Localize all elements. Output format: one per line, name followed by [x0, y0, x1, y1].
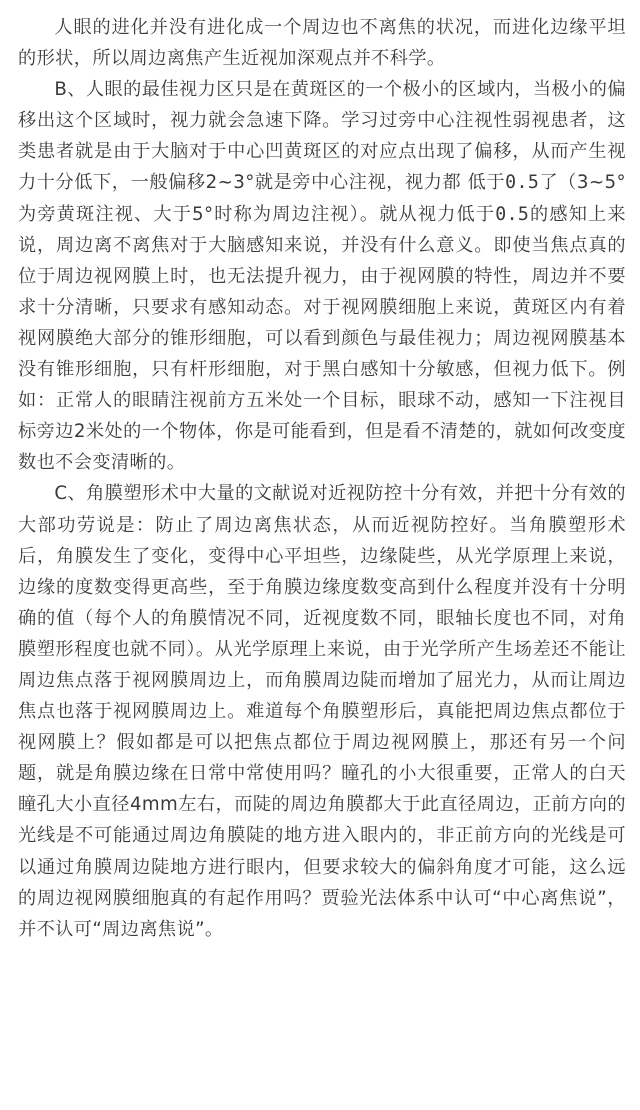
- paragraph-text: C、角膜塑形术中大量的文献说对近视防控十分有效，并把十分有效的大部功劳说是：防止了周边离焦状态，从而近视防控好。当角膜塑形术后，角膜发生了变化，变得中心平坦些，边缘陡些，从光学原理上来说，边缘的度数变得更高些，至于角膜边缘度数变高到什么程度并没有十分明确的值（每个人的角膜情况不同，近视度数不同，眼轴长度也不同，对角膜塑形程度也就不同）。从光学原理上来说，由于光学所产生场差还不能让周边焦点落于视网膜周边上，而角膜周边陡而增加了屈光力，从而让周边焦点也落于视网膜周边上。难道每个角膜塑形后，真能把周边焦点都位于视网膜上？假如都是可以把焦点都位于周边视网膜上，那还有另一个问题，就是角膜边缘在日常中常使用吗？瞳孔的小大很重要，正常人的白天瞳孔大小直径4mm左右，而陡的周边角膜都大于此直径周边，正前方向的光线是不可能通过周边角膜陡的地方进入眼内的，非正前方向的光线是可以通过角膜周边陡地方进行眼内，但要求较大的偏斜角度才可能，这么远的周边视网膜细胞真的有起作用吗？贾验光法体系中认可“中心离焦说”，并不认可“周边离焦说”。: [18, 483, 626, 940]
- paragraph-text: 的感知上来说，周边离不离焦对于大脑感知来说，并没有什么意义。即使当焦点真的位于周边视网膜上时，也无法提升视力，由于视网膜的特性，周边并不要求十分清晰，只要求有感知动态。对于视网膜细胞上来说，黄斑区内有着视网膜绝大部分的锥形细胞，可以看到颜色与最佳视力；周边视网膜基本没有锥形细胞，只有杆形细胞，对于黑白感知十分敏感，但视力低下。例如：正常人的眼睛注视前方五米处一个目标，眼球不动，感知一下注视目标旁边2米处的一个物体，你是可能看到，但是看不清楚的，就如何改变度数也不会变清晰的。: [18, 203, 626, 474]
- paragraph-c-orthokeratology: [18, 478, 626, 944]
- acuity-value: 0.5: [505, 172, 540, 194]
- acuity-value: 0.5: [495, 203, 530, 225]
- paragraph-text: B、人眼的最佳视力区只是在黄斑区的一个极小的区域内，当极小的偏移出这个区域时，视力就会急速下降。学习过旁中心注视性弱视患者，这类患者就是由于大脑对于中心凹黄斑区的对应点出现了偏移，从而产生视力十分低下，一般偏移2~3°就是旁中心注视，视力都 低于: [18, 79, 626, 194]
- paragraph-intro: [18, 12, 626, 74]
- paragraph-text: 人眼的进化并没有进化成一个周边也不离焦的状况，而进化边缘平坦的形状，所以周边离焦产生近视加深观点并不科学。: [18, 17, 626, 70]
- paragraph-text: 了（3~5°为旁黄斑注视、大于5°时称为周边注视）。就从视力低于: [18, 172, 626, 225]
- paragraph-b-visual-acuity: [18, 74, 626, 478]
